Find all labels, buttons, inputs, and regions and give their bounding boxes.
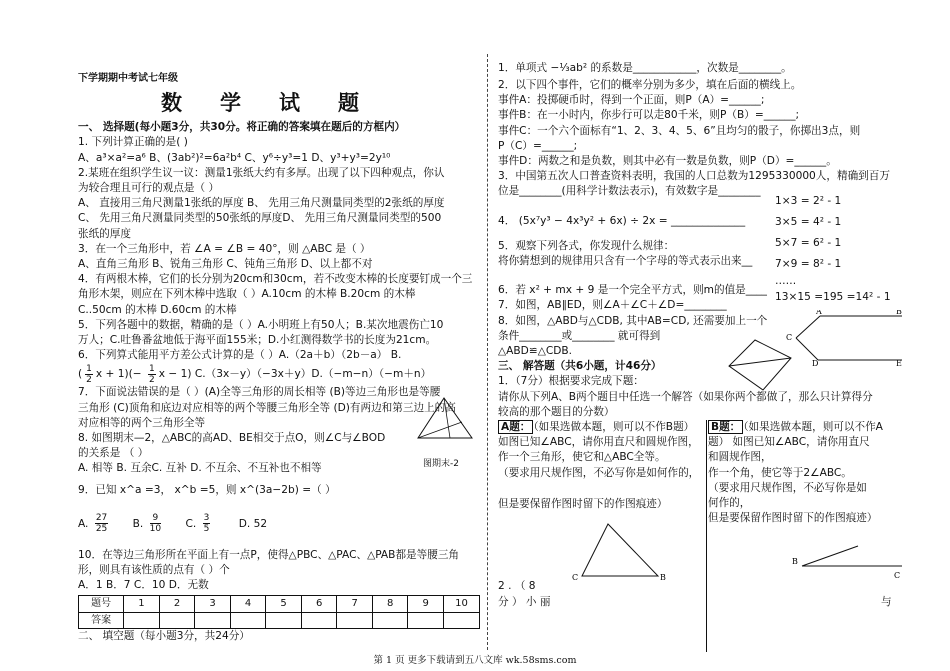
exam-header-label: 下学期期中考试七年级 bbox=[78, 73, 178, 84]
fill-5-line-2: 将你猜想到的规律用只含有一个字母的等式表示出来__ bbox=[498, 255, 753, 268]
question-6-expr-2: x − 1) C.（3x－y）（−3x＋y）D.（−m−n）（−m＋n） bbox=[158, 368, 432, 381]
question-7-line-3: 对应相等的两个三角形全等 bbox=[78, 416, 206, 429]
table-num: 5 bbox=[266, 596, 302, 612]
solve-1-line-3: 较高的那个题目的分数） bbox=[498, 405, 615, 418]
q9-b-den: 10 bbox=[149, 524, 162, 535]
answer-cell[interactable] bbox=[337, 612, 373, 628]
ab-divider bbox=[706, 420, 707, 652]
fill-2-event-c-2: P（C）=______; bbox=[498, 139, 578, 152]
angle-abc-figure bbox=[790, 540, 910, 586]
q9-opt-a-label: A. bbox=[78, 517, 89, 530]
problem-b-label: B题： bbox=[708, 420, 743, 434]
answer-cell[interactable] bbox=[444, 612, 480, 628]
question-10-options: A．1 B．7 C．10 D．无数 bbox=[78, 579, 209, 592]
q9-opt-c-fraction bbox=[203, 513, 211, 534]
question-2-line-5: 张纸的厚度 bbox=[78, 227, 131, 240]
question-6-expr-1: x + 1)(− bbox=[95, 368, 146, 381]
answer-table-answer-row bbox=[79, 612, 480, 628]
table-num: 4 bbox=[230, 596, 266, 612]
section-1-heading: 一、 选择题(每小题3分，共30分。将正确的答案填在题后的方框内） bbox=[78, 121, 406, 134]
left-column bbox=[78, 0, 480, 644]
q9-c-num: 3 bbox=[203, 513, 210, 524]
triangle-figure-q8 bbox=[414, 396, 476, 444]
q9-opt-b-label: B. bbox=[132, 517, 144, 530]
problem-a-label: A题： bbox=[498, 420, 533, 434]
answer-cell[interactable] bbox=[230, 612, 266, 628]
q9-opt-b-fraction bbox=[150, 513, 161, 534]
page-title: 数学试题 bbox=[161, 91, 397, 116]
problem-b-text: （如果选做本题，则可以不作A bbox=[743, 421, 883, 434]
solve-2-line-3: 与 bbox=[881, 596, 892, 608]
fill-3-line-1: 3．中国第五次人口普查资料表明，我国的人口总数为1295330000人，精确到百万 bbox=[498, 170, 890, 183]
problem-b-line-4: 作一个角，使它等于2∠ABC。 bbox=[708, 466, 852, 479]
q9-c-den: 5 bbox=[203, 524, 210, 535]
question-2-line-2: 为较合理且可行的观点是（ ） bbox=[78, 182, 220, 195]
fill-2-intro: 2．以下四个事件，它们的概率分别为多少，填在后面的横线上。 bbox=[498, 79, 802, 91]
question-2-line-3: A、 直接用三角尺测量1张纸的厚度 B、 先用三角尺测量同类型的2张纸的厚度 bbox=[78, 197, 445, 210]
answer-table bbox=[78, 595, 480, 628]
fill-2-event-b: 事件B：在一小时内，你步行可以走80千米，则P（B）=______; bbox=[498, 109, 800, 122]
q9-opt-c-label: C. bbox=[185, 517, 197, 530]
section-2-heading: 二、 填空题（每小题3分，共24分） bbox=[78, 629, 250, 642]
solve-1-line-1: 1．（7分）根据要求完成下题： bbox=[498, 375, 644, 388]
problem-b-line-7: 但是要保留作图时留下的作图痕迹） bbox=[708, 512, 878, 525]
question-4-line-2: 角形木架，则应在下列木棒中选取（ ）A.10cm 的木棒 B.20cm 的木棒 bbox=[78, 288, 416, 301]
question-5-line-2: 万人；C.吐鲁番盆地低于海平面155米；D.小红测得数学书的长度为21cm。 bbox=[78, 334, 437, 347]
question-2-line-1: 2.某班在组织学生议一议：测量1张纸大约有多厚。出现了以下四种观点，你认 bbox=[78, 166, 445, 179]
question-5-line-1: 5．下列各题中的数据，精确的是（ ）A.小明班上有50人；B.某次地震伤亡10 bbox=[78, 318, 444, 331]
svg-text:C: C bbox=[572, 573, 579, 582]
question-1: 1. 下列计算正确的是( ) bbox=[78, 136, 188, 149]
svg-text:C: C bbox=[786, 333, 793, 342]
svg-text:B: B bbox=[896, 310, 902, 316]
answer-cell[interactable] bbox=[124, 612, 160, 628]
problem-a bbox=[498, 420, 708, 512]
fill-2-event-c: 事件C：一个六个面标有“1、2、3、4、5、6”且均匀的骰子，你掷出3点，则 bbox=[498, 124, 861, 137]
question-4-line-3: C..50cm 的木棒 D.60cm 的木棒 bbox=[78, 303, 237, 316]
svg-text:E: E bbox=[896, 359, 902, 366]
table-num: 6 bbox=[301, 596, 337, 612]
fill-6: 6．若 x² + mx + 9 是一个完全平方式，则m的值是____ bbox=[498, 284, 767, 297]
q9-a-num: 27 bbox=[95, 513, 108, 524]
question-8-line-1: 8. 如图期末—2，△ABC的高AD、BE相交于点O，则∠C与∠BOD bbox=[78, 432, 386, 445]
half-fraction-2: $\frac{1}{2}$ bbox=[149, 363, 155, 385]
problem-b-line-6: 何作的， bbox=[708, 497, 751, 510]
fill-7: 7．如图，AB∥ED，则∠A＋∠C＋∠D=________ bbox=[498, 299, 727, 312]
solve-1-line-2: 请你从下列A、B两个题目中任选一个解答（如果你两个都做了，那么只计算得分 bbox=[498, 390, 873, 403]
problem-a-line-4: （要求用尺规作图，不必写你是如何作的， bbox=[498, 466, 700, 479]
table-num: 10 bbox=[444, 596, 480, 612]
svg-text:D: D bbox=[812, 359, 819, 366]
table-num: 8 bbox=[372, 596, 408, 612]
section-3-heading: 三、 解答题（共6小题，计46分） bbox=[498, 360, 662, 373]
problem-b-line-5: （要求用尺规作图，不必写你是如 bbox=[708, 481, 867, 494]
table-head-label: 题号 bbox=[79, 596, 124, 612]
question-2-line-4: C、 先用三角尺测量同类型的50张纸的厚度D、 先用三角尺测量同类型的500 bbox=[78, 212, 442, 225]
answer-cell[interactable] bbox=[301, 612, 337, 628]
triangle-abc-figure bbox=[568, 520, 674, 586]
fill-1: 1．单项式 −⅓ab² 的系数是____________，次数是________。 bbox=[498, 62, 792, 74]
question-4-line-1: 4．有两根木棒，它们的长分别为20cm和30cm，若不改变木棒的长度要钉成一个三 bbox=[78, 273, 473, 286]
problem-a-line-3: 作一个三角形，使它和△ABC全等。 bbox=[498, 451, 666, 464]
figure-caption-q8: 图期末-2 bbox=[423, 459, 459, 469]
question-3: 3．在一个三角形中，若 ∠A = ∠B = 40°，则 △ABC 是（ ） bbox=[78, 242, 371, 255]
svg-text:A: A bbox=[816, 310, 822, 316]
table-num: 9 bbox=[408, 596, 444, 612]
question-8-line-2: 的关系是 （ ） bbox=[78, 447, 149, 460]
pattern-item: 1×3 = 2² - 1 bbox=[775, 195, 842, 207]
quadrilateral-figure bbox=[727, 338, 795, 392]
fill-8-line-2: 条件________或________ 就可得到 bbox=[498, 329, 661, 342]
problem-b bbox=[708, 420, 910, 526]
pattern-item: 3×5 = 4² - 1 bbox=[775, 216, 842, 228]
svg-text:B: B bbox=[792, 557, 798, 566]
pattern-item: 5×7 = 6² - 1 bbox=[775, 237, 842, 249]
question-6-line-2: ( $\frac{1}{2}$ x + 1)(− $\frac{1}{2}$ x − 1) C.（3x－y）（−3x＋y）D.（−m−n）（−m＋n） bbox=[78, 363, 432, 385]
svg-text:C: C bbox=[894, 571, 901, 580]
table-num: 1 bbox=[124, 596, 160, 612]
pattern-item: 13×15 =195 =14² - 1 bbox=[775, 291, 891, 303]
question-10-line-2: 形，则具有该性质的点有（ ）个 bbox=[78, 564, 230, 577]
question-6-line-1: 6．下列算式能用平方差公式计算的是（ ）A.（2a＋b）（2b－a） B. bbox=[78, 349, 402, 362]
pattern-item: 7×9 = 8² - 1 bbox=[775, 258, 842, 270]
fill-2-event-a: 事件A：投掷硬币时，得到一个正面，则P（A）=______; bbox=[498, 94, 765, 107]
table-num: 3 bbox=[195, 596, 231, 612]
parallel-lines-figure bbox=[782, 310, 908, 366]
question-8-options: A. 相等 B. 互余C. 互补 D. 不互余、不互补也不相等 bbox=[78, 462, 322, 475]
q9-opt-a-fraction bbox=[95, 513, 108, 534]
question-10-line-1: 10．在等边三角形所在平面上有一点P，使得△PBC、△PAC、△PAB都是等腰三角 bbox=[78, 548, 460, 561]
svg-text:B: B bbox=[660, 573, 666, 582]
q9-a-den: 25 bbox=[95, 524, 108, 535]
question-1-options: A、a³×a²=a⁶ B、(3ab²)²=6a²b⁴ C、y⁶÷y³=1 D、y³+y³=2y¹⁰ bbox=[78, 151, 391, 164]
problem-b-line-3: 和圆规作图， bbox=[708, 451, 772, 464]
choice-problems bbox=[498, 420, 910, 538]
question-9: 9．已知 x^a =3， x^b =5，则 x^(3a−2b) =（ ） bbox=[78, 483, 336, 496]
page-footer: 第 1 页 更多下载请到五八文库 wk.58sms.com bbox=[373, 655, 577, 666]
column-divider bbox=[487, 54, 488, 650]
table-num: 7 bbox=[337, 596, 373, 612]
pattern-item: …… bbox=[775, 275, 797, 287]
fill-4: 4． (5x⁷y³ − 4x³y² + 6x) ÷ 2x = ______________ bbox=[498, 214, 746, 227]
answer-cell[interactable] bbox=[372, 612, 408, 628]
answer-cell[interactable] bbox=[408, 612, 444, 628]
table-answer-label: 答案 bbox=[79, 612, 124, 628]
question-3-options: A、直角三角形 B、锐角三角形 C、钝角三角形 D、以上都不对 bbox=[78, 258, 373, 271]
fill-2-event-d: 事件D：两数之和是负数，则其中必有一数是负数，则P（D）=______。 bbox=[498, 155, 837, 168]
answer-cell[interactable] bbox=[195, 612, 231, 628]
question-7-line-1: 7．下面说法错误的是（ ）(A)全等三角形的周长相等 (B)等边三角形也是等腰 bbox=[78, 386, 441, 399]
q9-b-num: 9 bbox=[150, 513, 161, 524]
table-num: 2 bbox=[159, 596, 195, 612]
fill-8-line-1: 8．如图，△ABD与△CDB, 其中AB=CD, 还需要加上一个 bbox=[498, 314, 768, 327]
answer-table-header-row bbox=[79, 596, 480, 612]
solve-2-line-2: 分 ） 小 丽 bbox=[498, 596, 551, 608]
answer-cell[interactable] bbox=[266, 612, 302, 628]
problem-a-line-2: 如图已知∠ABC，请你用直尺和圆规作图， bbox=[498, 436, 699, 449]
question-7-line-2: 三角形 (C)顶角和底边对应相等的两个等腰三角形全等 (D)有两边和第三边上的高 bbox=[78, 401, 456, 414]
fill-8-line-3: △ABD≌△CDB. bbox=[498, 345, 573, 358]
problem-b-line-2: 题） 如图已知∠ABC，请你用直尺 bbox=[708, 436, 870, 449]
pattern-list bbox=[775, 191, 905, 308]
question-9-options bbox=[78, 508, 480, 540]
solve-2-line-1: 2 . （ 8 bbox=[498, 580, 536, 592]
problem-a-text: （如果选做本题，则可以不作B题） bbox=[533, 421, 695, 434]
problem-a-line-5: 但是要保留作图时留下的作图痕迹） bbox=[498, 497, 668, 510]
fill-5-line-1: 5．观察下列各式，你发现什么规律： bbox=[498, 239, 675, 252]
q9-opt-d: D. 52 bbox=[238, 517, 268, 530]
fill-3-line-2: 位是________(用科学计数法表示)，有效数字是________ bbox=[498, 185, 761, 198]
half-fraction: $\frac{1}{2}$ bbox=[86, 363, 92, 385]
answer-cell[interactable] bbox=[159, 612, 195, 628]
